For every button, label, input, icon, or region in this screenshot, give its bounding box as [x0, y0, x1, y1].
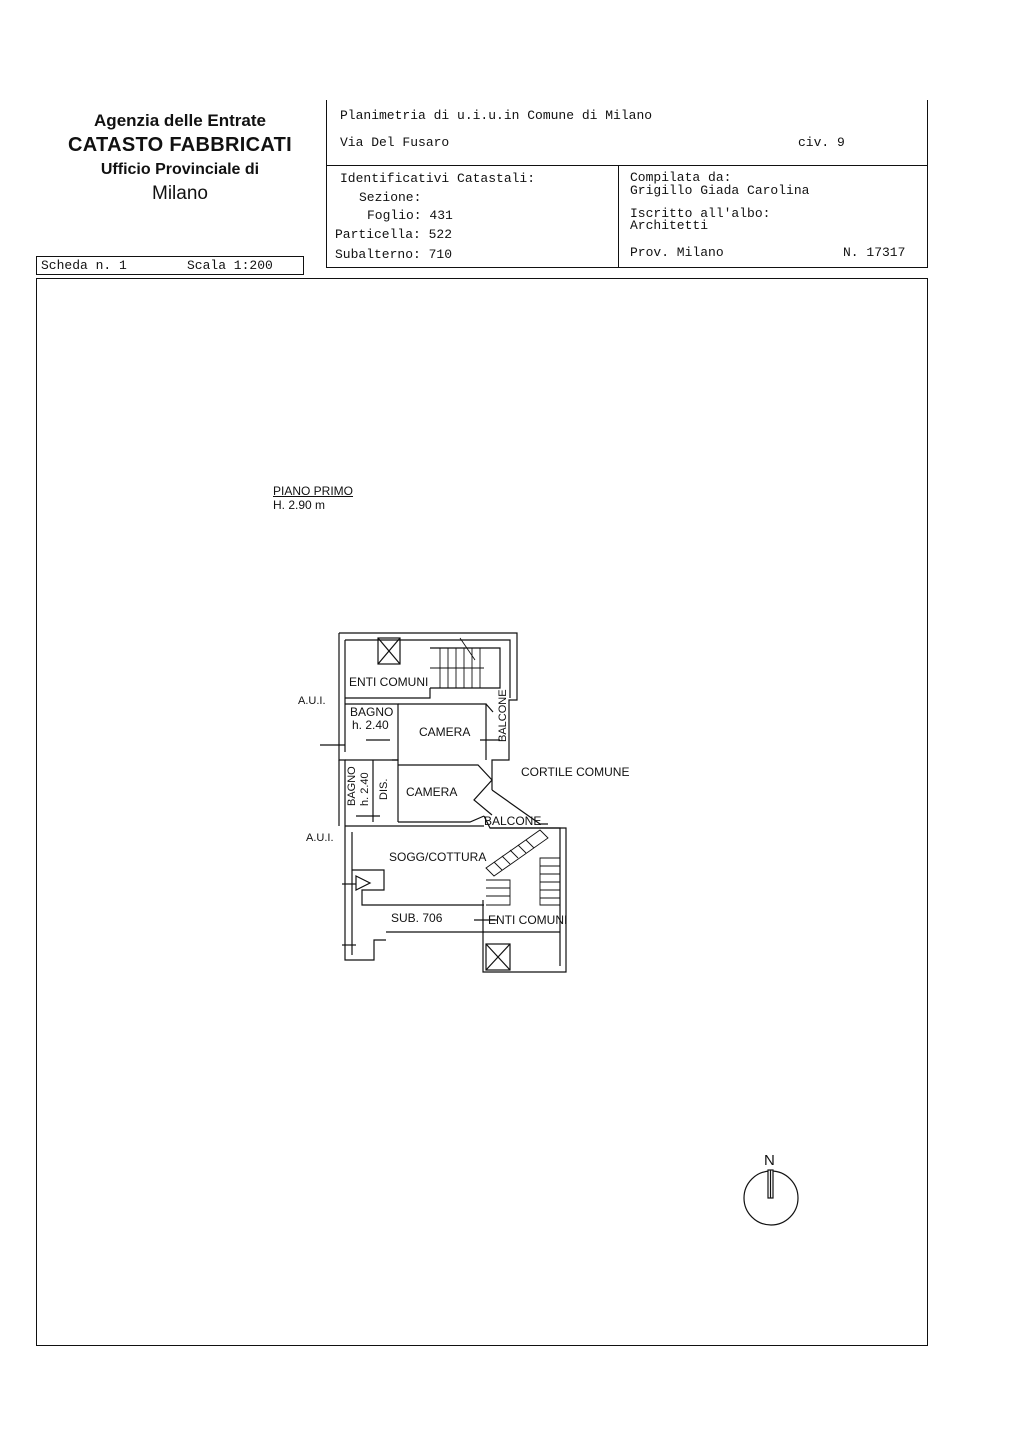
plan-wall	[352, 870, 484, 905]
plan-wall	[486, 704, 493, 712]
label-camera-2: CAMERA	[406, 785, 458, 799]
plan-wall	[345, 688, 430, 698]
sezione: Sezione:	[359, 190, 422, 205]
label-enti-comuni-top: ENTI COMUNI	[349, 675, 429, 689]
registry-name: CATASTO FABBRICATI	[68, 134, 292, 156]
compiled-by-name: Grigillo Giada Carolina	[630, 183, 810, 198]
floor-title: PIANO PRIMO	[273, 484, 354, 498]
label-bagno-2-height: h. 2.40	[359, 772, 371, 806]
plan-wall	[339, 633, 345, 826]
civic-number: civ. 9	[798, 135, 845, 150]
label-bagno-1-height: h. 2.40	[352, 718, 389, 732]
plan-stair-step	[510, 850, 518, 858]
plan-wall	[398, 816, 484, 822]
office-name: Ufficio Provinciale di	[100, 161, 260, 178]
label-balcone: BALCONE	[484, 814, 542, 828]
plan-wall	[345, 826, 386, 960]
foglio: Foglio: 431	[367, 208, 453, 223]
subalterno: Subalterno: 710	[335, 247, 453, 262]
label-camera-1: CAMERA	[419, 725, 471, 739]
planimetria-title: Planimetria di u.i.u.in Comune di Milano	[340, 108, 653, 123]
label-enti-comuni-bottom: ENTI COMUNI	[488, 913, 568, 927]
registered-label: Iscritto all'albo:	[630, 206, 771, 221]
floor-height: H. 2.90 m	[273, 498, 326, 512]
plan-stair	[486, 830, 548, 876]
plan-wall	[483, 816, 566, 972]
registration-number: N. 17317	[843, 245, 906, 260]
plan-stair-step	[518, 845, 526, 853]
particella: Particella: 522	[335, 227, 453, 242]
agency-name: Agenzia delle Entrate	[94, 111, 266, 130]
office-city: Milano	[152, 183, 208, 204]
label-aui-top: A.U.I.	[298, 695, 326, 707]
street-address: Via Del Fusaro	[340, 135, 450, 150]
identifiers-label: Identificativi Catastali:	[340, 171, 536, 186]
plan-wall	[345, 640, 510, 698]
label-disimpegno: DIS.	[378, 778, 390, 800]
label-soggiorno: SOGG/COTTURA	[389, 850, 487, 864]
plan-stair-step	[526, 840, 534, 848]
label-bagno-1: BAGNO	[350, 705, 394, 719]
plan-stair-step	[460, 638, 475, 660]
north-label: N	[764, 1152, 775, 1169]
plan-wall	[490, 828, 560, 966]
plan-stair	[486, 880, 510, 905]
plan-stair-step	[502, 856, 510, 864]
sheet-number: Scheda n. 1	[41, 258, 127, 273]
compiled-by-label: Compilata da:	[630, 170, 732, 185]
label-cortile: CORTILE COMUNE	[521, 765, 630, 779]
plan-wall	[356, 876, 370, 890]
province: Prov. Milano	[630, 245, 724, 260]
sheet-scale: Scala 1:200	[187, 258, 273, 273]
label-aui-bottom: A.U.I.	[306, 832, 334, 844]
registered-value: Architetti	[630, 218, 709, 233]
plan-stair-step	[494, 862, 502, 870]
label-bagno-2: BAGNO	[346, 766, 358, 806]
label-sub: SUB. 706	[391, 911, 443, 925]
label-balcone-vertical: BALCONE	[497, 689, 509, 742]
